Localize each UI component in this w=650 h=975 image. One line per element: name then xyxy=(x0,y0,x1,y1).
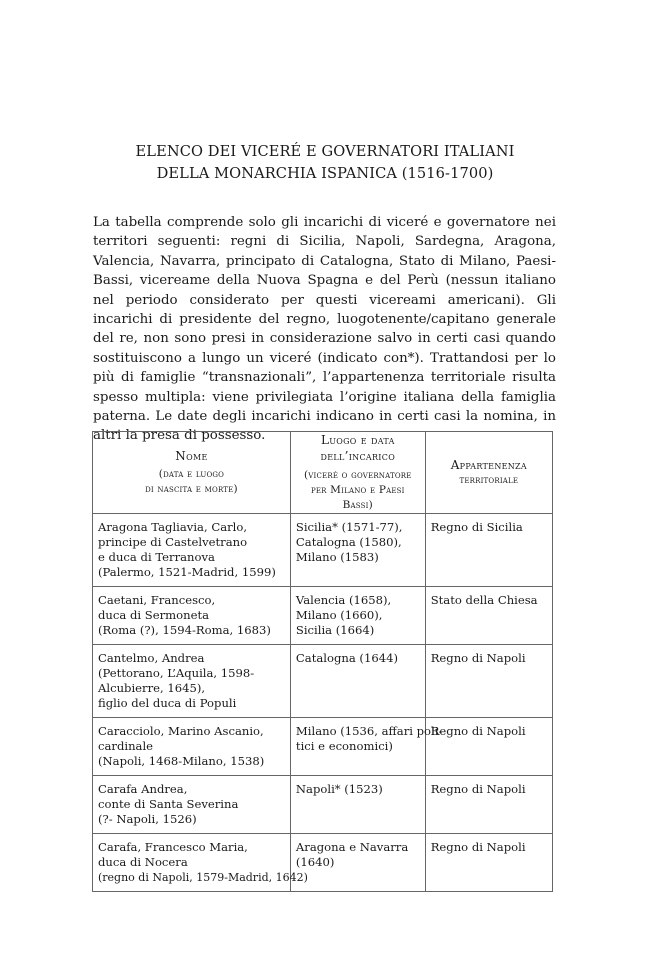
viceroy-table xyxy=(92,431,553,892)
table-row xyxy=(93,645,553,718)
name-line: duca di Sermoneta xyxy=(98,608,210,622)
cell-name xyxy=(93,645,291,718)
cell-origin xyxy=(425,645,552,718)
header-origin xyxy=(425,432,552,514)
table-body xyxy=(93,514,553,892)
office-line: Milano (1660), xyxy=(295,608,383,622)
table-row xyxy=(93,776,553,834)
cell-origin xyxy=(425,776,552,834)
header-name xyxy=(93,432,291,514)
cell-office xyxy=(290,776,425,834)
header-name-title: Nome xyxy=(175,449,208,463)
name-line: e duca di Terranova xyxy=(98,550,215,564)
table-header-row xyxy=(93,432,553,514)
office-line: Napoli* (1523) xyxy=(295,782,383,796)
name-line: Carafa, Francesco Maria, xyxy=(98,840,248,854)
header-name-sub-1: (data e luogo xyxy=(158,468,225,480)
office-line: Valencia (1658), xyxy=(295,593,392,607)
table-row xyxy=(93,718,553,776)
cell-origin xyxy=(425,587,552,645)
name-line: (Napoli, 1468-Milano, 1538) xyxy=(98,754,265,768)
cell-name xyxy=(93,718,291,776)
name-line: Cantelmo, Andrea xyxy=(98,651,205,665)
name-line: (Pettorano, L’Aquila, 1598- xyxy=(98,666,255,680)
office-line: Aragona e Navarra xyxy=(295,840,409,854)
title-line-2: DELLA MONARCHIA ISPANICA (1516-1700) xyxy=(156,165,494,182)
header-origin-title-2: territoriale xyxy=(459,474,519,486)
cell-office xyxy=(290,514,425,587)
header-origin-title-1: Appartenenza xyxy=(450,458,527,472)
name-line: (Roma (?), 1594-Roma, 1683) xyxy=(98,623,271,637)
origin-text: Stato della Chiesa xyxy=(430,593,538,607)
office-line: Catalogna (1580), xyxy=(295,535,402,549)
header-office-sub-2: per Milano e Paesi Bassi) xyxy=(310,484,405,511)
header-office-title-1: Luogo e data xyxy=(320,433,395,447)
name-line: (regno di Napoli, 1579-Madrid, 1642) xyxy=(98,871,308,884)
cell-office xyxy=(290,587,425,645)
title-line-1: ELENCO DEI VICERÉ E GOVERNATORI ITALIANI xyxy=(135,143,515,160)
header-office-sub-1: (viceré o governatore xyxy=(303,469,412,481)
origin-text: Regno di Napoli xyxy=(430,782,526,796)
name-line: principe di Castelvetrano xyxy=(98,535,248,549)
origin-text: Regno di Napoli xyxy=(430,840,526,854)
office-line: Milano (1583) xyxy=(295,550,379,564)
name-line: cardinale xyxy=(98,739,154,753)
intro-text: La tabella comprende solo gli incarichi di viceré e governatore nei territori seguenti: regni di Sicilia, Napoli, Sardegna, Aragona, Valencia, Navarra, principato di Catalogna, Stato di Milano, Paesi-Bassi, vicereame della Nuova Spagna e del Perù (nessun italiano nel periodo considerato per questi vicereami americani). Gli incarichi di presidente del regno, luogotenente/capitano generale del re, non sono presi in considerazione salvo in certi casi quando sostituiscono a lungo un viceré (indicato con*). Trattandosi per lo più di famiglie “transnazionali”, l’appartenenza territoriale risulta spesso multipla: viene privilegiata l’origine italiana della famiglia paterna. Le date degli incarichi indicano in certi casi la nomina, in altri la presa di possesso. xyxy=(93,215,556,444)
origin-text: Regno di Napoli xyxy=(430,651,526,665)
office-line: Milano (1536, affari poli- xyxy=(295,724,443,738)
office-line: Sicilia (1664) xyxy=(295,623,375,637)
name-line: Carafa Andrea, xyxy=(98,782,188,796)
cell-office xyxy=(290,645,425,718)
name-line: Caracciolo, Marino Ascanio, xyxy=(98,724,264,738)
cell-name xyxy=(93,587,291,645)
table-row xyxy=(93,514,553,587)
name-line: (Palermo, 1521-Madrid, 1599) xyxy=(98,565,276,579)
name-line: conte di Santa Severina xyxy=(98,797,239,811)
cell-office xyxy=(290,834,425,892)
office-line: (1640) xyxy=(295,855,335,869)
cell-office xyxy=(290,718,443,776)
table-row xyxy=(93,587,553,645)
origin-text: Regno di Sicilia xyxy=(430,520,523,534)
cell-name xyxy=(93,834,308,892)
name-line: figlio del duca di Populi xyxy=(98,696,237,710)
office-line: tici e economici) xyxy=(295,739,393,753)
table-row xyxy=(93,834,553,892)
header-office xyxy=(290,432,425,514)
name-line: duca di Nocera xyxy=(98,855,188,869)
cell-name xyxy=(93,776,291,834)
cell-origin xyxy=(425,834,552,892)
name-line: (?- Napoli, 1526) xyxy=(98,812,197,826)
name-line: Caetani, Francesco, xyxy=(98,593,216,607)
cell-origin xyxy=(425,718,552,776)
header-office-title-2: dell’incarico xyxy=(320,449,396,463)
cell-origin xyxy=(425,514,552,587)
page-title xyxy=(0,141,650,185)
office-line: Sicilia* (1571-77), xyxy=(295,520,403,534)
header-name-sub-2: di nascita e morte) xyxy=(145,483,238,495)
intro-paragraph xyxy=(93,213,556,446)
name-line: Aragona Tagliavia, Carlo, xyxy=(98,520,248,534)
office-line: Catalogna (1644) xyxy=(295,651,398,665)
name-line: Alcubierre, 1645), xyxy=(98,681,206,695)
origin-text: Regno di Napoli xyxy=(430,724,526,738)
cell-name xyxy=(93,514,291,587)
